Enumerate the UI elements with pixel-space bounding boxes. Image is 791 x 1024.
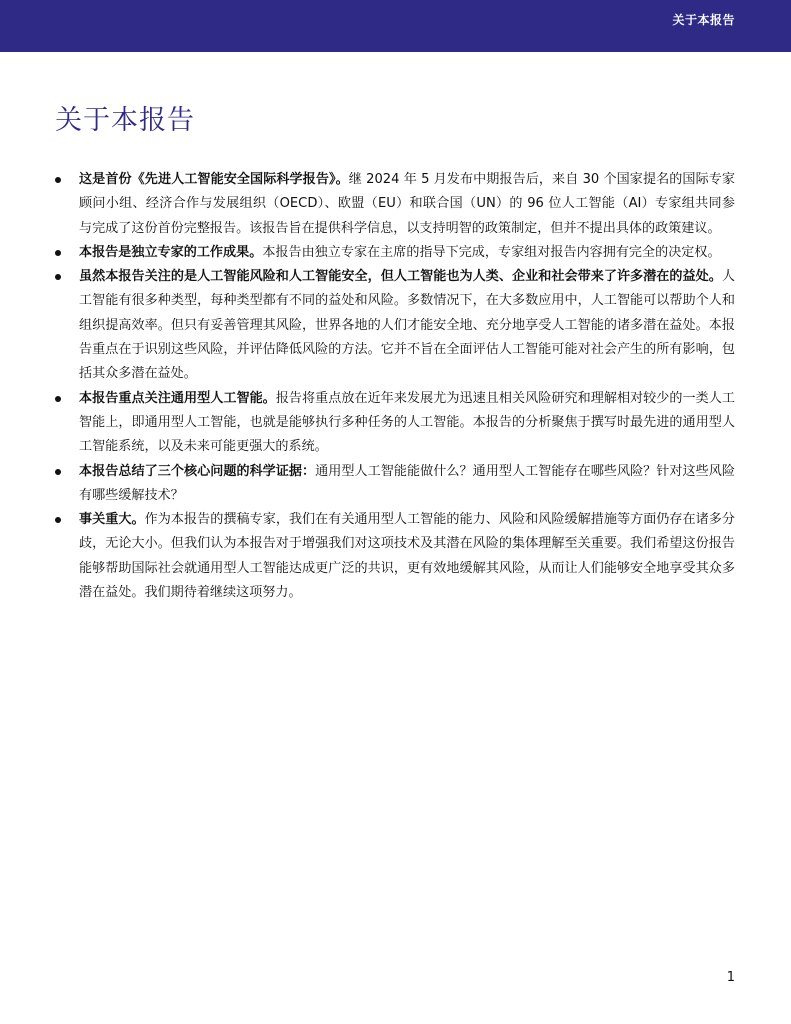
bullet-lead: 虽然本报告关注的是人工智能风险和人工智能安全，但人工智能也为人类、企业和社会带来了许多潜在的益处。 [79,269,722,285]
list-item [55,387,735,460]
header-section-label: 关于本报告 [672,13,735,27]
bullet-body: 继 2024 年 5 月发布中期报告后，来自 30 个国家提名的国际专家顾问小组、经济合作与发展组织（OECD）、欧盟（EU）和联合国（UN）的 96 位人工智能（AI）专家组共同参与完成了这份首份完整报告。该报告旨在提供科学信息，以支持明智的政策制定，但并不提出具体的政策建议。 [79,172,735,236]
bullet-body: 本报告由独立专家在主席的指导下完成，专家组对报告内容拥有完全的决定权。 [262,244,721,260]
bullet-dot [55,469,61,475]
list-item [55,508,735,605]
bullet-dot [55,517,61,523]
bullet-list [55,168,735,605]
header-bar [0,0,791,52]
bullet-lead: 事关重大。 [79,512,145,528]
report-body [55,168,735,605]
page-title: 关于本报告 [55,105,195,136]
bullet-dot [55,250,61,256]
list-item [55,168,735,241]
bullet-body: 作为本报告的撰稿专家，我们在有关通用型人工智能的能力、风险和风险缓解措施等方面仍存在诸多分歧，无论大小。但我们认为本报告对于增强我们对这项技术及其潜在风险的集体理解至关重要。我们希望这份报告能够帮助国际社会就通用型人工智能达成更广泛的共识，更有效地缓解其风险，从而让人们能够安全地享受其众多潜在益处。我们期待着继续这项努力。 [79,512,736,601]
bullet-body: 人工智能有很多种类型，每种类型都有不同的益处和风险。多数情况下，在大多数应用中，人工智能可以帮助个人和组织提高效率。但只有妥善管理其风险，世界各地的人们才能安全地、充分地享受人工智能的诸多潜在益处。本报告重点在于识别这些风险，并评估降低风险的方法。它并不旨在全面评估人工智能可能对社会产生的所有影响，包括其众多潜在益处。 [79,269,735,382]
bullet-body: 通用型人工智能能做什么？通用型人工智能存在哪些风险？针对这些风险有哪些缓解技术？ [79,463,736,503]
bullet-dot [55,396,61,402]
bullet-dot [55,177,61,183]
list-item [55,241,735,265]
bullet-dot [55,274,61,280]
bullet-lead: 本报告总结了三个核心问题的科学证据： [79,463,316,479]
bullet-lead: 本报告重点关注通用型人工智能。 [79,390,276,406]
bullet-body: 报告将重点放在近年来发展尤为迅速且相关风险研究和理解相对较少的一类人工智能上，即通用型人工智能，也就是能够执行多种任务的人工智能。本报告的分析聚焦于撰写时最先进的通用型人工智能系统，以及未来可能更强大的系统。 [79,390,736,455]
bullet-lead: 本报告是独立专家的工作成果。 [79,244,263,260]
list-item [55,265,735,386]
page-number: 1 [726,970,735,985]
list-item [55,460,735,509]
bullet-lead: 这是首份《先进人工智能安全国际科学报告》。 [79,172,349,187]
